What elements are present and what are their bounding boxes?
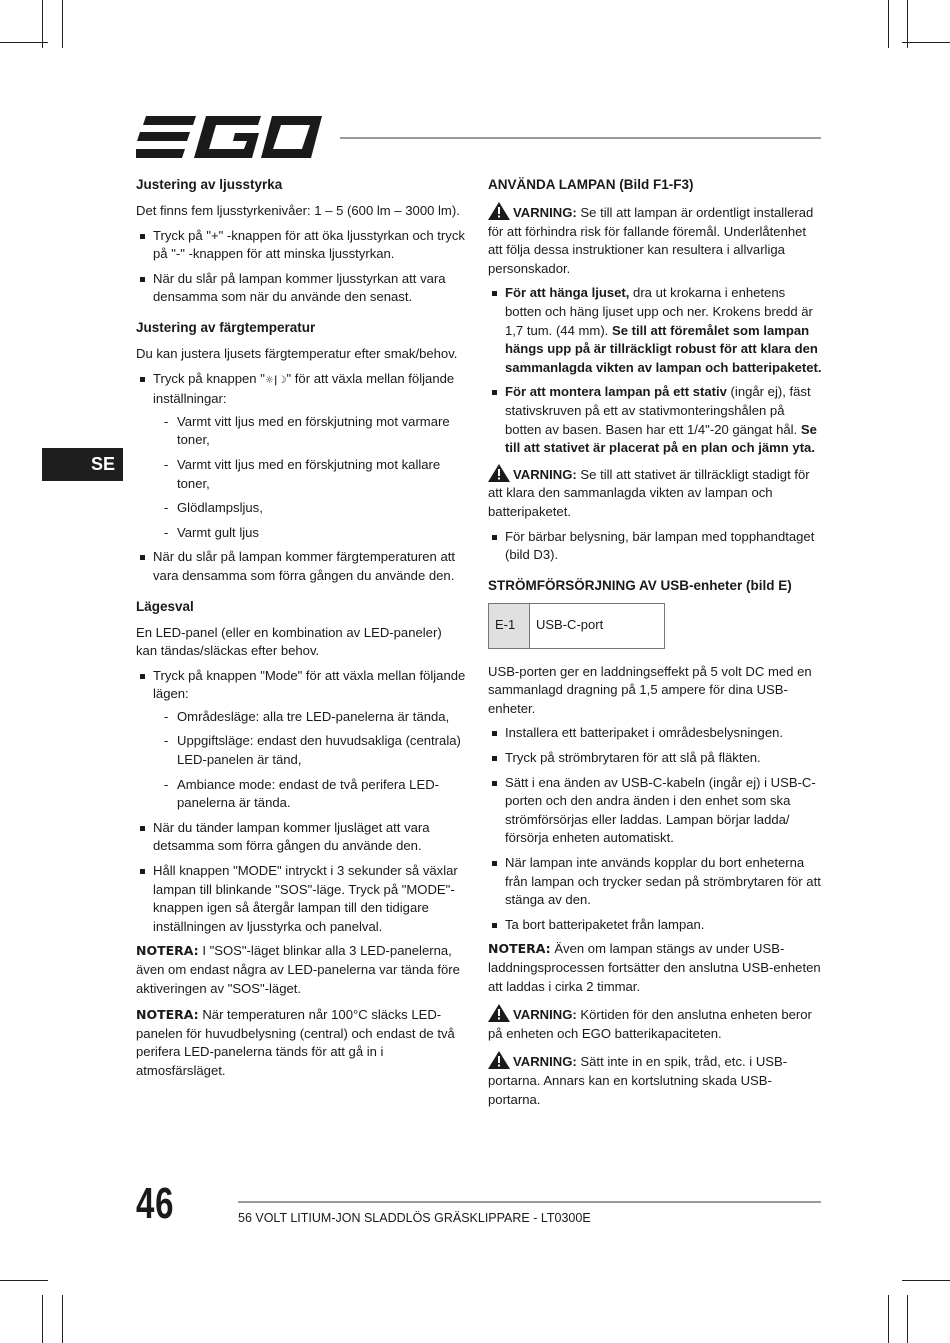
bold-text: För att montera lampan på ett stativ xyxy=(505,384,727,400)
crop-mark xyxy=(0,42,48,43)
warning-label: VARNING: xyxy=(513,1054,577,1070)
crop-mark xyxy=(0,1280,48,1281)
left-column xyxy=(136,176,466,1093)
section-color-temperature xyxy=(136,319,466,586)
crop-mark xyxy=(907,0,908,48)
warning-triangle-icon xyxy=(488,1004,510,1022)
table-cell: E-1 xyxy=(489,603,530,648)
text: dra ut krokarna i enhetens botten och häng ljuset upp och ner. Krokens bredd är 1,7 tum. (44 mm). xyxy=(505,285,813,338)
note-label: NOTERA: xyxy=(488,941,551,957)
note-label: NOTERA: xyxy=(136,943,199,959)
text: " för att växla mellan följande inställningar: xyxy=(153,370,455,407)
language-tab: SE xyxy=(42,448,123,481)
paragraph: Du kan justera ljusets färgtemperatur efter smak/behov. xyxy=(136,345,458,361)
table-cell: USB-C-port xyxy=(530,603,665,648)
crop-mark xyxy=(42,1295,43,1343)
list-item: Tryck på "+" -knappen för att öka ljusstyrkan och tryck på "-" -knappen för att minska ljusstyrkan. xyxy=(136,227,466,264)
list-item: Håll knappen "MODE" intryckt i 3 sekunder så växlar lampan till blinkande "SOS"-läge. Tryck på "MODE"-knappen igen så återgår lampan till den tidigare inställningen av ljusstyrka och panelval. xyxy=(136,862,466,936)
list-item: Tryck på strömbrytaren för att slå på fläkten. xyxy=(488,749,822,768)
paragraph: USB-porten ger en laddningseffekt på 5 volt DC med en sammanlagd dragning på 1,5 ampere för dina USB-enheter. xyxy=(488,663,812,716)
warning-text: Sätt inte in en spik, tråd, etc. i USB-portarna. Annars kan en kortslutning skada USB-portarna. xyxy=(488,1054,788,1107)
crop-mark xyxy=(907,1295,908,1343)
note xyxy=(136,942,466,998)
warning-triangle-icon xyxy=(488,464,510,482)
color-temp-symbol-icon: ☼|☽ xyxy=(264,374,287,386)
crop-mark xyxy=(62,1295,63,1343)
section-usb-power xyxy=(488,577,822,1109)
list-item: När du tänder lampan kommer ljusläget att vara detsamma som förra gången du använde den. xyxy=(136,819,466,856)
section-mode-select xyxy=(136,598,466,1081)
text: Tryck på knappen " xyxy=(153,370,265,386)
list-item: När du slår på lampan kommer ljusstyrkan att vara densamma som när du använde den senast. xyxy=(136,270,466,307)
section-heading: STRÖMFÖRSÖRJNING AV USB-enheter (bild E) xyxy=(488,577,792,593)
ego-logo xyxy=(136,116,322,158)
list-item xyxy=(488,284,822,377)
warning-label: VARNING: xyxy=(513,1007,577,1023)
note-text: I "SOS"-läget blinkar alla 3 LED-panelerna, även om endast några av LED-panelerna var tända före aktiveringen av "SOS"-läget. xyxy=(136,943,460,996)
list-item: Sätt i ena änden av USB-C-kabeln (ingår ej) i USB-C-porten och den andra änden i den enhet som ska strömförsörjas eller laddas. Lampan börjar ladda/ försörja enheten automatiskt. xyxy=(488,774,822,848)
section-brightness xyxy=(136,176,466,307)
list-item: För bärbar belysning, bär lampan med topphandtaget (bild D3). xyxy=(488,528,822,565)
dash-item: - Områdesläge: alla tre LED-panelerna är tända, xyxy=(153,708,466,727)
warning-label: VARNING: xyxy=(513,205,577,220)
paragraph: Det finns fem ljusstyrkenivåer: 1 – 5 (600 lm – 3000 lm). xyxy=(136,203,460,218)
list-item: När du slår på lampan kommer färgtemperaturen att vara densamma som förra gången du använde den. xyxy=(136,548,466,585)
footer-rule xyxy=(238,1201,821,1203)
right-column xyxy=(488,176,822,1121)
section-heading: Justering av färgtemperatur xyxy=(136,319,316,335)
list-item: Installera ett batteripaket i områdesbelysningen. xyxy=(488,724,822,743)
note-label: NOTERA: xyxy=(136,1007,199,1023)
dash-item: - Ambiance mode: endast de två perifera LED-panelerna är tända. xyxy=(153,776,466,813)
table-row xyxy=(489,603,665,648)
footer-product-title: 56 VOLT LITIUM-JON SLADDLÖS GRÄSKLIPPARE - LT0300E xyxy=(238,1211,591,1225)
list-item: Ta bort batteripaketet från lampan. xyxy=(488,916,822,935)
section-heading: ANVÄNDA LAMPAN (Bild F1-F3) xyxy=(488,177,694,192)
section-using-lamp xyxy=(488,176,822,565)
note xyxy=(136,1006,466,1080)
note xyxy=(488,940,822,996)
paragraph: En LED-panel (eller en kombination av LED-paneler) kan tändas/släckas efter behov. xyxy=(136,624,442,659)
text: (ingår ej), fäst stativskruven på ett av stativmonteringshålen på botten av basen. Basen har ett 1/4"-20 gängat hål. xyxy=(505,384,811,437)
bold-text: Se till att föremålet som lampan hängs upp på är tillräckligt robust för att klara den sammanlagda vikten av lampan och batteripaketet. xyxy=(505,322,822,375)
note-text: Även om lampan stängs av under USB-laddningsprocessen fortsätter den anslutna USB-enheten att laddas i cirka 2 timmar. xyxy=(488,941,821,994)
dash-item: - Varmt vitt ljus med en förskjutning mot varmare toner, xyxy=(153,413,466,450)
crop-mark xyxy=(888,1295,889,1343)
warning xyxy=(488,202,822,278)
dash-item: - Varmt vitt ljus med en förskjutning mot kallare toner, xyxy=(153,456,466,493)
section-heading: Justering av ljusstyrka xyxy=(136,177,283,192)
list-item xyxy=(136,667,466,813)
warning-text: Körtiden för den anslutna enheten beror på enheten och EGO batterikapaciteten. xyxy=(488,1007,812,1041)
note-text: När temperaturen når 100°C släcks LED-panelen för huvudbelysning (central) och endast de två perifera LED-panelerna tänds för att gå in i atmosfärsläget. xyxy=(136,1007,455,1078)
header-rule xyxy=(340,137,821,139)
crop-mark xyxy=(42,0,43,48)
warning xyxy=(488,1051,822,1109)
crop-mark xyxy=(888,0,889,48)
crop-mark xyxy=(902,42,950,43)
bold-text: För att hänga ljuset, xyxy=(505,285,630,301)
warning xyxy=(488,464,822,522)
dash-item: - Varmt gult ljus xyxy=(153,524,466,543)
bold-text: Se till att stativet är placerat på en plan och jämn yta. xyxy=(505,421,817,456)
text: Tryck på knappen "Mode" för att växla mellan följande lägen: xyxy=(153,667,466,702)
warning-text: Se till att lampan är ordentligt installerad för att förhindra risk för fallande föremål. Underlåtenhet att följa dessa instruktioner kan resultera i allvarliga personskador. xyxy=(488,205,814,276)
usb-port-table xyxy=(488,603,665,649)
warning-label: VARNING: xyxy=(513,466,577,482)
page-number: 46 xyxy=(136,1179,175,1228)
warning-triangle-icon xyxy=(488,1051,510,1069)
crop-mark xyxy=(62,0,63,48)
list-item xyxy=(136,370,466,543)
warning-triangle-icon xyxy=(488,202,510,220)
warning xyxy=(488,1004,822,1043)
warning-text: Se till att stativet är tillräckligt stadigt för att klara den sammanlagda vikten av lampan och batteripaketet. xyxy=(488,466,810,519)
list-item xyxy=(488,383,822,457)
list-item: När lampan inte används kopplar du bort enheterna från lampan och trycker sedan på strömbrytaren för att stänga av den. xyxy=(488,854,822,910)
dash-item: - Glödlampsljus, xyxy=(153,499,466,518)
dash-item: - Uppgiftsläge: endast den huvudsakliga (centrala) LED-panelen är tänd, xyxy=(153,732,466,769)
crop-mark xyxy=(902,1280,950,1281)
section-heading: Lägesval xyxy=(136,598,194,614)
